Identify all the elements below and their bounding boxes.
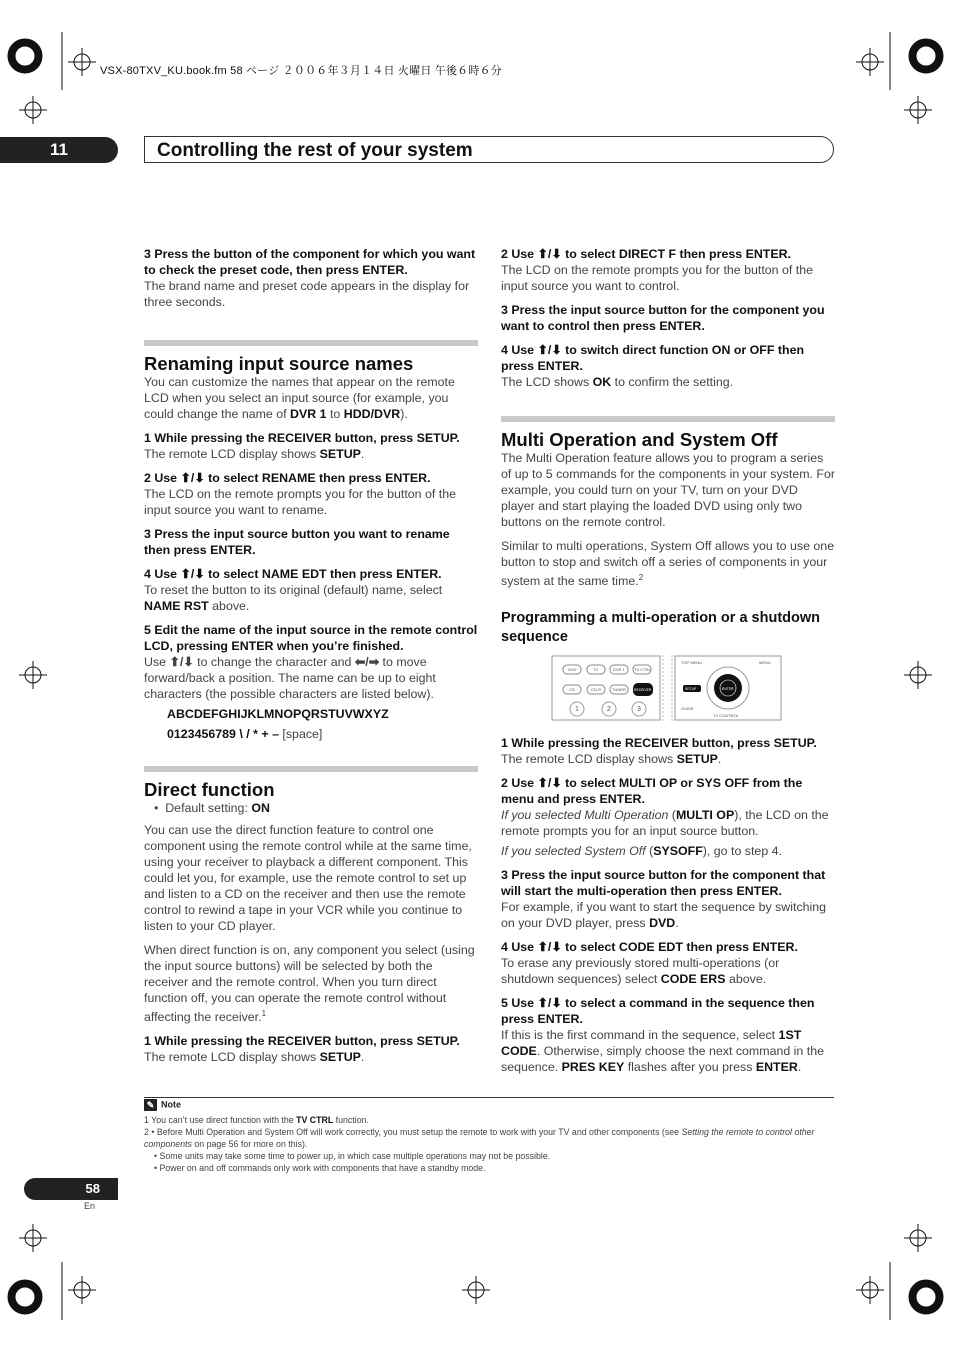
footnote: 2 • Before Multi Operation and System Off will work correctly, you must setup the remote to work with your TV and other components (see Setting the remote to control other components on page 56 for more on this). (144, 1127, 815, 1149)
remote-btn-1: 1 (575, 706, 579, 714)
step-body: For example, if you want to start the sequence by switching on your DVD player, press DVD. (501, 900, 827, 931)
footnote-divider (144, 1097, 834, 1098)
step-label: 3 Press the input source button for the component that will start the multi-operation then press ENTER. (501, 868, 826, 899)
remote-btn-2: 2 (607, 706, 611, 714)
up-down-arrow-icon: ⬆/⬇ (537, 343, 562, 357)
step-body: The LCD on the remote prompts you for the button of the input source you want to rename. (144, 487, 457, 517)
remote-receiver-label: RECEIVER (634, 688, 652, 693)
remote-setup-label: SETUP (685, 687, 697, 692)
left-column (144, 246, 478, 1073)
step-label: 2 Use ⬆/⬇ to select RENAME then press ENTER. (144, 471, 431, 485)
remote-dvd-label: DVD (568, 667, 577, 673)
allowed-characters: 0123456789 \ / * + – [space] (167, 727, 323, 741)
remote-tvctrl-label: TV CTRL (634, 667, 651, 673)
renaming-intro: You can customize the names that appear on the remote LCD when you select an input source (for example, you could change the name of DVR 1 to HDD/DVR). (144, 375, 455, 421)
step-body: To reset the button to its original (default) name, select NAME RST above. (144, 583, 443, 613)
step-label: 5 Edit the name of the input source in the remote control LCD, pressing ENTER when you’re finished. (144, 623, 478, 653)
footnotes (144, 1114, 844, 1174)
chapter-title: Controlling the rest of your system (144, 136, 834, 163)
up-down-arrow-icon: ⬆/⬇ (169, 655, 194, 669)
remote-tvcontrol-label: TV CONTROL (713, 713, 739, 719)
step-label: 4 Use ⬆/⬇ to select CODE EDT then press ENTER. (501, 940, 798, 955)
footnote: 1 You can’t use direct function with the TV CTRL function. (144, 1115, 369, 1125)
remote-btn-3: 3 (637, 706, 641, 714)
step-label: 5 Use ⬆/⬇ to select a command in the sequence then press ENTER. (501, 996, 815, 1027)
up-down-arrow-icon: ⬆/⬇ (180, 567, 205, 581)
footnote: • Power on and off commands only work with components that have a standby mode. (154, 1163, 486, 1173)
step-label: 1 While pressing the RECEIVER button, press SETUP. (501, 736, 817, 751)
remote-cdr-label: CD-R (591, 687, 601, 693)
page-number: 58 (24, 1178, 118, 1200)
multi-paragraph: Similar to multi operations, System Off allows you to use one button to stop and switch off a series of components in your system at the same time.$^2$ (501, 539, 835, 589)
page-language: En (84, 1201, 96, 1211)
remote-guide-label: GUIDE (681, 706, 694, 712)
remote-topmenu-label: TOP MENU (681, 660, 702, 666)
remote-enter-label: ENTER (722, 687, 734, 692)
multi-paragraph: The Multi Operation feature allows you to program a series of up to 5 commands for the components in your system. For example, you could turn on your TV, turn on your DVD player and start playing the loaded DVD using only two buttons on the remote control. (501, 451, 836, 529)
section-bar (144, 340, 478, 346)
step-body: The LCD shows OK to confirm the setting. (501, 375, 734, 389)
section-title-direct: Direct function (144, 779, 275, 800)
right-column (501, 246, 835, 1083)
remote-tv-label: TV (593, 667, 599, 673)
direct-paragraph: You can use the direct function feature to control one component using the remote control while at the same time, using your receiver to playback a different component. This could let you, for example, use the remote control to set up and listen to a CD on the receiver and then use the remote control to rewind a tape in your VCR while you continue to listen to your CD player. (144, 823, 472, 933)
remote-tuner-label: TUNER (612, 687, 626, 693)
step-body: Use ⬆/⬇ to change the character and ⬅/➡ to move forward/back a position. The name can be up to eight characters (the possible characters are listed below). (144, 655, 436, 701)
step-body: The LCD on the remote prompts you for the button of the input source you want to control. (501, 263, 814, 293)
section-title-renaming: Renaming input source names (144, 353, 414, 374)
step-label: 4 Use ⬆/⬇ to switch direct function ON or OFF then press ENTER. (501, 343, 805, 373)
note-header: ✎ Note (144, 1099, 181, 1111)
section-bar (501, 416, 835, 422)
up-down-arrow-icon: ⬆/⬇ (537, 996, 562, 1011)
remote-cd-label: CD (569, 687, 575, 693)
remote-control-illustration (551, 655, 783, 721)
step-body: If you selected System Off (SYSOFF), go to step 4. (501, 844, 782, 859)
left-right-arrow-icon: ⬅/➡ (354, 655, 380, 669)
step-label: 3 Press the input source button you want to rename then press ENTER. (144, 527, 450, 557)
note-pencil-icon: ✎ (144, 1099, 157, 1111)
direct-paragraph: When direct function is on, any component you select (using the input source buttons) will be selected by both the receiver and the remote control. When you turn direct function off, you can operate the remote control without affecting the receiver.$^1$ (144, 943, 475, 1025)
step-label: 1 While pressing the RECEIVER button, press SETUP. (144, 431, 460, 445)
chapter-number: 11 (0, 137, 118, 163)
remote-menu-label: MENU (759, 660, 771, 666)
up-down-arrow-icon: ⬆/⬇ (537, 940, 562, 955)
step-body: If this is the first command in the sequence, select 1ST CODE. Otherwise, simply choose the next command in the sequence. PRES KEY flashes after you press ENTER. (501, 1028, 824, 1075)
step-body: The brand name and preset code appears in the display for three seconds. (144, 279, 470, 309)
step-body: The remote LCD display shows SETUP. (144, 447, 365, 461)
step-body: The remote LCD display shows SETUP. (144, 1050, 365, 1065)
footnote: • Some units may take some time to power up, in which case multiple operations may not be possible. (154, 1151, 551, 1161)
print-header: VSX-80TXV_KU.book.fm 58 ページ ２００６年３月１４日 火曜日 午後６時６分 (100, 65, 502, 77)
step-label: 2 Use ⬆/⬇ to select MULTI OP or SYS OFF from the menu and press ENTER. (501, 776, 803, 807)
section-title-multi: Multi Operation and System Off (501, 429, 778, 450)
up-down-arrow-icon: ⬆/⬇ (180, 471, 205, 485)
step-label: 2 Use ⬆/⬇ to select DIRECT F then press ENTER. (501, 247, 792, 261)
step-label: 3 Press the button of the component for which you want to check the preset code, then press ENTER. (144, 247, 476, 277)
up-down-arrow-icon: ⬆/⬇ (537, 776, 562, 791)
section-bar (144, 766, 478, 772)
step-label: 1 While pressing the RECEIVER button, press SETUP. (144, 1034, 460, 1049)
step-body: If you selected Multi Operation (MULTI OP), the LCD on the remote prompts you for an input source button. (501, 808, 829, 839)
step-label: 4 Use ⬆/⬇ to select NAME EDT then press ENTER. (144, 567, 442, 581)
subsection-title: Programming a multi-operation or a shutdown sequence (501, 610, 821, 646)
step-label: 3 Press the input source button for the component you want to control then press ENTER. (501, 303, 825, 333)
remote-dvr1-label: DVR 1 (613, 667, 625, 673)
up-down-arrow-icon: ⬆/⬇ (537, 247, 562, 261)
default-setting: • Default setting: ON (154, 801, 270, 815)
step-body: The remote LCD display shows SETUP. (501, 752, 722, 767)
allowed-characters: ABCDEFGHIJKLMNOPQRSTUVWXYZ (167, 707, 389, 721)
step-body: To erase any previously stored multi-operations (or shutdown sequences) select CODE ERS above. (501, 956, 780, 987)
